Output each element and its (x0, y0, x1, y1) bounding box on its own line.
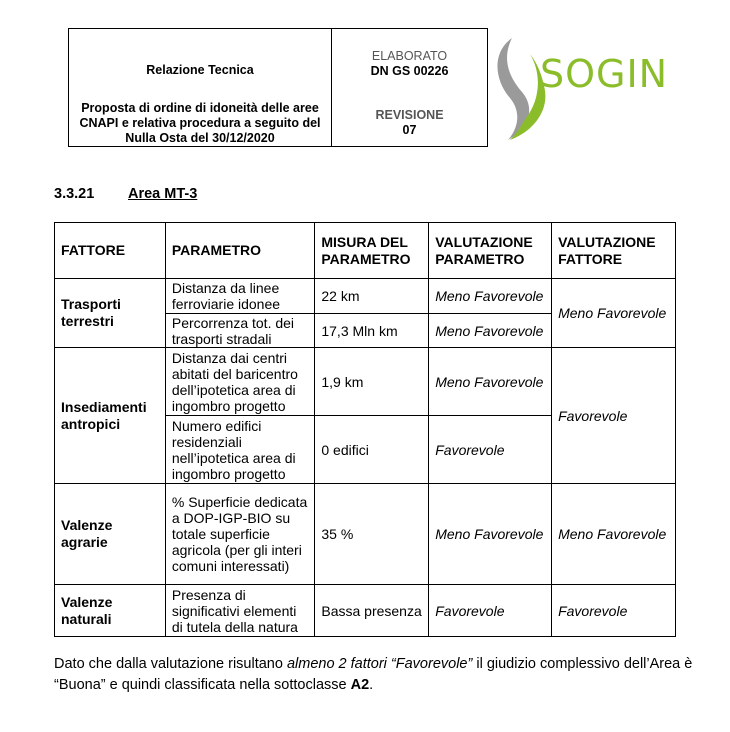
conclusion-text: . (369, 677, 374, 693)
param-evaluation-cell: Favorevole (429, 585, 552, 637)
section-title: Area MT-3 (128, 186, 198, 202)
param-evaluation-cell: Favorevole (429, 416, 552, 484)
factor-evaluation-cell: Meno Favorevole (552, 279, 676, 348)
col-header-val-fattore: VALUTAZIONE FATTORE (552, 223, 676, 279)
col-header-fattore: FATTORE (55, 223, 166, 279)
parameter-cell: % Superficie dedicata a DOP-IGP-BIO su totale superficie agricola (per gli interi comuni interessati) (165, 484, 315, 585)
factor-cell: Trasporti terrestri (55, 279, 166, 348)
measure-cell: 0 edifici (315, 416, 429, 484)
measure-cell: 1,9 km (315, 348, 429, 416)
section-number: 3.3.21 (54, 186, 95, 202)
col-header-val-parametro: VALUTAZIONE PARAMETRO (429, 223, 552, 279)
table-row (55, 484, 676, 585)
elaborato-code: DN GS 00226 (370, 64, 449, 78)
conclusion-emphasis: almeno 2 fattori “Favorevole” (286, 656, 473, 672)
table-row (55, 585, 676, 637)
conclusion-paragraph (54, 654, 694, 696)
parameter-cell: Presenza di significativi elementi di tutela della natura (165, 585, 315, 637)
parameter-cell: Distanza da linee ferroviarie idonee (165, 279, 315, 314)
elaborato-label: ELABORATO (371, 49, 448, 63)
factor-cell: Valenze naturali (55, 585, 166, 637)
parameter-cell: Distanza dai centri abitati del baricentro dell’ipotetica area di ingombro progetto (165, 348, 315, 416)
revision-number: 07 (402, 123, 417, 137)
table-header-row (55, 223, 676, 279)
header-code-cell (332, 29, 487, 146)
measure-cell: 17,3 Mln km (315, 314, 429, 348)
evaluation-table (54, 222, 676, 637)
document-subtitle: Proposta di ordine di idoneità delle aree CNAPI e relativa procedura a seguito del Nulla Osta del 30/12/2020 (79, 101, 321, 145)
subclass-label: A2 (350, 677, 370, 693)
conclusion-text: Dato che dalla valutazione risultano (54, 656, 287, 672)
param-evaluation-cell: Meno Favorevole (429, 348, 552, 416)
header-title-cell (69, 29, 332, 146)
logo-text: SOGIN (540, 52, 669, 96)
revision-label: REVISIONE (375, 108, 444, 122)
measure-cell: Bassa presenza (315, 585, 429, 637)
parameter-cell: Numero edifici residenziali nell’ipotetica area di ingombro progetto (165, 416, 315, 484)
factor-cell: Insediamenti antropici (55, 348, 166, 484)
col-header-misura: MISURA DEL PARAMETRO (315, 223, 429, 279)
factor-evaluation-cell: Favorevole (552, 585, 676, 637)
measure-cell: 35 % (315, 484, 429, 585)
param-evaluation-cell: Meno Favorevole (429, 314, 552, 348)
measure-cell: 22 km (315, 279, 429, 314)
parameter-cell: Percorrenza tot. dei trasporti stradali (165, 314, 315, 348)
table-row (55, 279, 676, 314)
table-row (55, 348, 676, 416)
elaborato-block (332, 49, 487, 79)
document-type: Relazione Tecnica (146, 63, 254, 77)
col-header-parametro: PARAMETRO (165, 223, 315, 279)
factor-cell: Valenze agrarie (55, 484, 166, 585)
factor-evaluation-cell: Meno Favorevole (552, 484, 676, 585)
factor-evaluation-cell: Favorevole (552, 348, 676, 484)
revision-block (332, 108, 487, 138)
document-header (68, 28, 488, 147)
param-evaluation-cell: Meno Favorevole (429, 484, 552, 585)
param-evaluation-cell: Meno Favorevole (429, 279, 552, 314)
conclusion-text: il giudizio complessivo dell’Area è “Buona” e quindi classificata nella sottoclasse (54, 656, 693, 693)
